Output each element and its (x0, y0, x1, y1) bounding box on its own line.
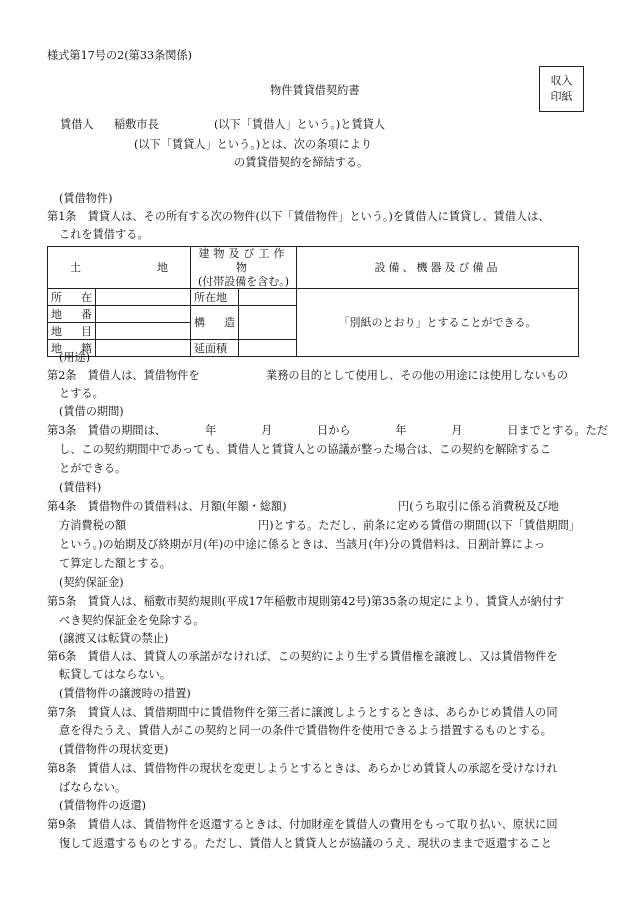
article-1-line1: 第1条 賃貸人は、その所有する次の物件(以下「賃借物件」という。)を賃借人に賃貸し、賃借人は、 (47, 210, 550, 223)
building-row-label: 構造 (191, 306, 239, 340)
article-4-heading: (賃借料) (59, 481, 102, 494)
document-title: 物件賃貸借契約書 (270, 84, 360, 97)
intro-lender-suffix: (以下「賃貸人」という。)とは、次の条項により (134, 138, 373, 151)
land-row-value (96, 340, 191, 357)
intro-borrower-name: 稲敷市長 (114, 118, 159, 131)
equipment-header: 設備、機器及び備品 (297, 247, 579, 289)
article-1-heading: (賃借物件) (59, 192, 113, 205)
land-header: 土地 (48, 247, 191, 289)
stamp-label-line1: 収入 (550, 74, 573, 88)
intro-borrower-label: 賃借人 (60, 118, 94, 131)
article-6-line2: 転貸してはならない。 (59, 668, 171, 681)
article-4-line1a: 第4条 賃借物件の賃借料は、月額(年額・総額) (47, 500, 287, 513)
building-row-value (239, 340, 297, 357)
land-row-label: 地籍 (48, 340, 96, 357)
intro-closing: の賃貸借契約を締結する。 (234, 156, 369, 169)
article-8-line1: 第8条 賃借人は、賃借物件の現状を変更しようとするときは、あらかじめ賃貸人の承認を受けなけれ (47, 762, 558, 775)
article-9-line2: 復して返還するものとする。ただし、賃借人と賃貸人とが協議のうえ、現状のままで返還すること (59, 837, 552, 850)
building-row-label: 延面積 (191, 340, 239, 357)
article-8-line2: ばならない。 (59, 781, 127, 794)
article-3-line3: とができる。 (59, 462, 127, 475)
article-5-line2: べき契約保証金を免除する。 (59, 614, 205, 627)
article-1-line2: これを賃借する。 (59, 228, 149, 241)
article-5-line1: 第5条 賃貸人は、稲敷市契約規則(平成17年稲敷市規則第42号)第35条の規定により、賃貸人が納付す (47, 595, 565, 608)
article-2-line1a: 第2条 賃借人は、賃借物件を (47, 369, 200, 382)
equipment-note: 「別紙のとおり」とすることができる。 (297, 289, 579, 357)
article-5-heading: (契約保証金) (59, 576, 124, 589)
article-4-line4: て算定した額とする。 (59, 557, 171, 570)
article-9-line1: 第9条 賃借人は、賃借物件を返還するときは、付加財産を賃借人の費用をもって取り払い、原状に回 (47, 818, 558, 831)
revenue-stamp-box (539, 66, 584, 112)
article-9-heading: (賃借物件の返還) (59, 799, 147, 812)
article-2-line1b: 業務の目的として使用し、その他の用途には使用しないもの (266, 369, 569, 382)
article-3-line2: し、この契約期間中であっても、賃借人と賃貸人との協議が整った場合は、この契約を解除するこ (59, 443, 552, 456)
article-7-line1: 第7条 賃貸人は、賃借期間中に賃借物件を第三者に譲渡しようとするときは、あらかじめ賃借人の同 (47, 706, 558, 719)
building-header: 建物及び工作物 (付帯設備を含む。) (191, 247, 297, 289)
land-row-label: 地番 (48, 306, 96, 323)
article-7-line2: 意を得たうえ、賃借人がこの契約と同一の条件で賃借物件を使用できるよう措置するものとする。 (59, 724, 552, 737)
land-row-label: 所在 (48, 289, 96, 306)
land-row-value (96, 323, 191, 340)
property-table (47, 246, 579, 357)
building-row-value (239, 306, 297, 340)
article-8-heading: (賃借物件の現状変更) (59, 743, 169, 756)
land-row-value (96, 306, 191, 323)
article-6-line1: 第6条 賃借人は、賃貸人の承諾がなければ、この契約により生ずる賃借権を譲渡し、又は賃借物件を (47, 650, 558, 663)
building-row-label: 所在地 (191, 289, 239, 306)
article-6-heading: (譲渡又は転貸の禁止) (59, 632, 169, 645)
article-2-line2: とする。 (59, 387, 104, 400)
land-row-value (96, 289, 191, 306)
building-row-value (239, 289, 297, 306)
article-7-heading: (賃借物件の譲渡時の措置) (59, 687, 191, 700)
form-number: 様式第17号の2(第33条関係) (47, 49, 193, 62)
article-4-line1b: 円(うち取引に係る消費税及び地 (398, 500, 559, 513)
article-4-line2b: 円)とする。ただし、前条に定める賃借の期間(以下「賃借期間」 (258, 519, 580, 532)
article-3-line1: 第3条 賃借の期間は、 年 月 日から 年 月 日までとする。ただ (47, 424, 608, 437)
article-4-line2a: 方消費税の額 (59, 519, 127, 532)
land-row-label: 地目 (48, 323, 96, 340)
intro-borrower-suffix: (以下「賃借人」という。)と賃貸人 (214, 118, 385, 131)
article-3-heading: (賃借の期間) (59, 405, 124, 418)
stamp-label-line2: 印紙 (550, 90, 573, 103)
article-4-line3: という。)の始期及び終期が月(年)の中途に係るときは、当該月(年)分の賃借料は、日割計算によっ (59, 538, 546, 551)
article-2-heading: (用途) (59, 351, 91, 364)
